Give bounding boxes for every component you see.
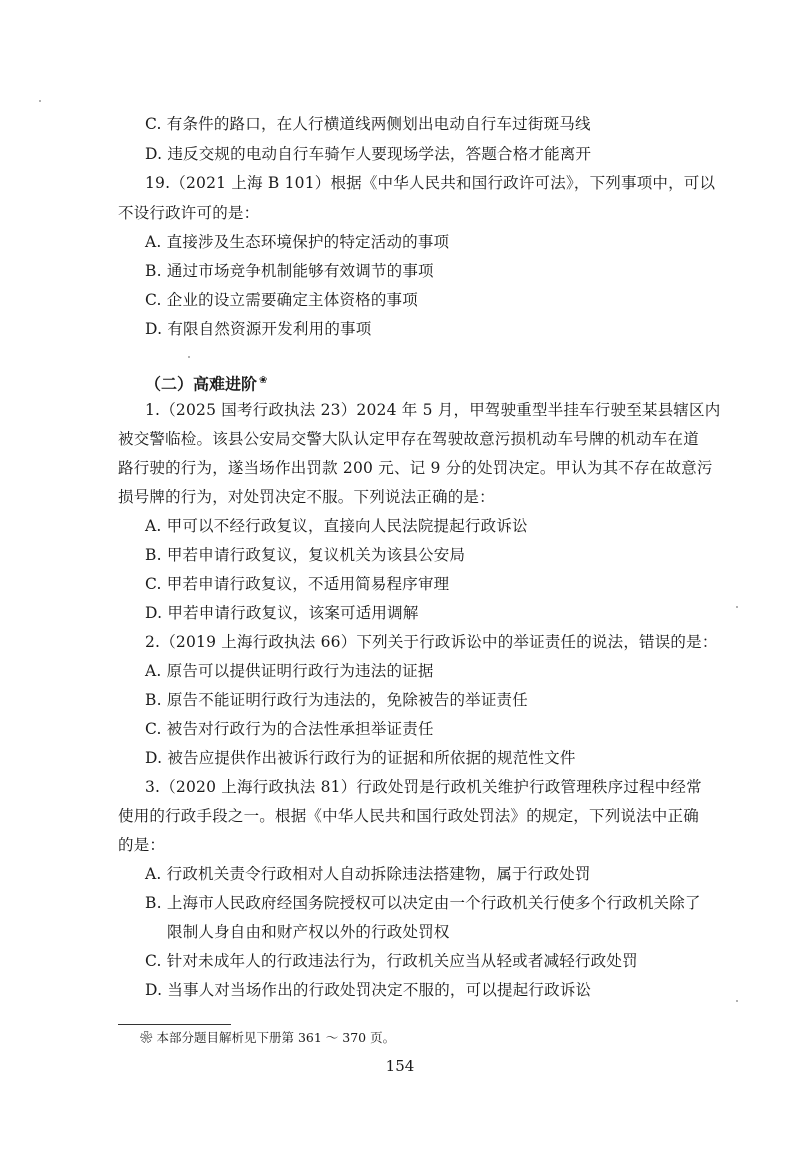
section-heading	[145, 370, 267, 395]
page-number: 154	[385, 1057, 415, 1075]
h2-option-c: C. 被告对行政行为的合法性承担举证责任	[145, 720, 434, 738]
q19-option-d: D. 有限自然资源开发利用的事项	[145, 320, 372, 338]
h3-stem-line3: 的是：	[118, 836, 166, 854]
h3-option-d: D. 当事人对当场作出的行政处罚决定不服的，可以提起行政诉讼	[145, 981, 592, 999]
scan-speck	[736, 1000, 738, 1002]
h2-option-a: A. 原告可以提供证明行政行为违法的证据	[145, 662, 434, 680]
h1-stem-line3: 路行驶的行为，遂当场作出罚款 200 元、记 9 分的处罚决定。甲认为其不存在故意污	[118, 459, 713, 477]
h1-option-b: B. 甲若申请行政复议，复议机关为该县公安局	[145, 546, 466, 564]
footnote-mark-icon: ❀	[259, 375, 268, 386]
section-title: （二）高难进阶	[145, 374, 258, 394]
scan-speck	[188, 356, 190, 358]
q19-option-b: B. 通过市场竞争机制能够有效调节的事项	[145, 262, 434, 280]
h2-option-b: B. 原告不能证明行政行为违法的，免除被告的举证责任	[145, 691, 528, 709]
h3-option-b-line2: 限制人身自由和财产权以外的行政处罚权	[167, 923, 450, 941]
q18-option-d: D. 违反交规的电动自行车骑乍人要现场学法，答题合格才能离开	[145, 145, 592, 163]
footnote: ❀ 本部分题目解析见下册第 361 ～ 370 页。	[140, 1030, 396, 1045]
q19-option-c: C. 企业的设立需要确定主体资格的事项	[145, 291, 418, 309]
h2-stem-line1: 2.（2019 上海行政执法 66）下列关于行政诉讼中的举证责任的说法，错误的是：	[145, 633, 718, 651]
h1-option-d: D. 甲若申请行政复议，该案可适用调解	[145, 604, 419, 622]
q19-stem-line2: 不设行政许可的是：	[118, 204, 260, 222]
h1-stem-line2: 被交警临检。该县公安局交警大队认定甲存在驾驶故意污损机动车号牌的机动车在道	[118, 430, 699, 448]
h1-option-a: A. 甲可以不经行政复议，直接向人民法院提起行政诉讼	[145, 517, 528, 535]
h2-option-d: D. 被告应提供作出被诉行政行为的证据和所依据的规范性文件	[145, 749, 576, 767]
h3-option-b-line1: B. 上海市人民政府经国务院授权可以决定由一个行政机关行使多个行政机关除了	[145, 894, 701, 912]
h1-stem-line4: 损号牌的行为，对处罚决定不服。下列说法正确的是：	[118, 488, 495, 506]
q18-option-c: C. 有条件的路口，在人行横道线两侧划出电动自行车过街斑马线	[145, 115, 591, 133]
h3-option-a: A. 行政机关责令行政相对人自动拆除违法搭建物，属于行政处罚	[145, 865, 591, 883]
q19-stem-line1: 19.（2021 上海 B 101）根据《中华人民共和国行政许可法》，下列事项中，可以	[145, 174, 716, 192]
scan-speck	[736, 606, 738, 608]
scan-speck	[39, 100, 41, 102]
h3-stem-line1: 3.（2020 上海行政执法 81）行政处罚是行政机关维护行政管理秩序过程中经常	[145, 778, 702, 796]
h1-option-c: C. 甲若申请行政复议，不适用简易程序审理	[145, 575, 450, 593]
h3-stem-line2: 使用的行政手段之一。根据《中华人民共和国行政处罚法》的规定，下列说法中正确	[118, 807, 699, 825]
h3-option-c: C. 针对未成年人的行政违法行为，行政机关应当从轻或者减轻行政处罚	[145, 952, 638, 970]
q19-option-a: A. 直接涉及生态环境保护的特定活动的事项	[145, 233, 450, 251]
h1-stem-line1: 1.（2025 国考行政执法 23）2024 年 5 月，甲驾驶重型半挂车行驶至某县辖区内	[145, 401, 721, 419]
footnote-divider	[118, 1024, 231, 1025]
